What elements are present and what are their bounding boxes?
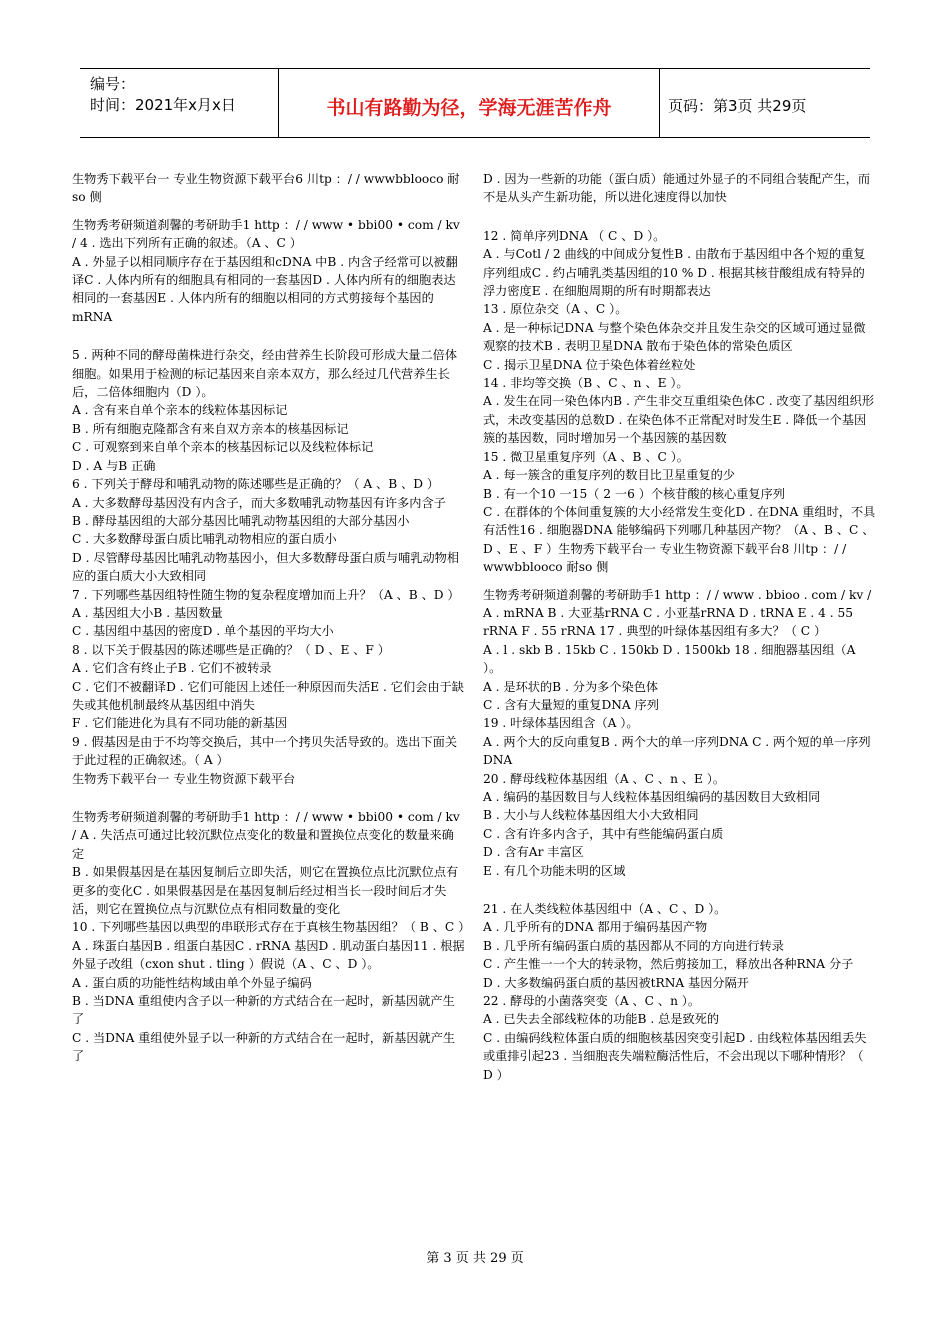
paragraph: D . 尽管酵母基因比哺乳动物基因小，但大多数酵母蛋白质与哺乳动物相应的蛋白质大小大致相同 bbox=[72, 550, 460, 584]
page-label: 页码：第3页 共29页 bbox=[668, 97, 807, 115]
paragraph: A . 蛋白质的功能性结构域由单个外显子编码 bbox=[72, 975, 312, 990]
paragraph: B . 如果假基因是在基因复制后立即失活，则它在置换位点比沉默位点有更多的变化C . 如果假基因是在基因复制后经过相当长一段时间后才失活，则它在置换位点与沉默位点有相同数量的变化 bbox=[72, 865, 459, 917]
paragraph: C . 含有大量短的重复DNA 序列 bbox=[483, 697, 659, 712]
paragraph: A . 发生在同一染色体内B . 产生非交互重组染色体C . 改变了基因组织形式，未改变基因的总数D . 在染色体不正常配对时发生E . 降低一个基因簇的基因数，同时增加另一个基因簇的基因数 bbox=[483, 394, 875, 446]
paragraph: 6 . 下列关于酵母和哺乳动物的陈述哪些是正确的？（ A 、B 、D ） bbox=[72, 477, 440, 492]
left-column bbox=[72, 170, 471, 1066]
header-info-cell bbox=[80, 69, 279, 137]
paragraph: A . 基因组大小B . 基因数量 bbox=[72, 605, 223, 620]
paragraph: A . 它们含有终止子B . 它们不被转录 bbox=[72, 661, 272, 676]
page-footer: 第 3 页 共 29 页 bbox=[426, 1251, 524, 1266]
paragraph: 5 . 两种不同的酵母菌株进行杂交，经由营养生长阶段可形成大量二倍体细胞。如果用于检测的标记基因来自亲本双方，那么经过几代营养生长后，二倍体细胞内（D ）。 bbox=[72, 348, 458, 400]
paragraph: 19 . 叶绿体基因组含（A ）。 bbox=[483, 716, 639, 731]
paragraph: A . l . skb B . 15kb C . 150kb D . 1500kb 18 . 细胞器基因组（A ）。 bbox=[483, 642, 860, 676]
paragraph: B . 几乎所有编码蛋白质的基因都从不同的方向进行转录 bbox=[483, 938, 784, 953]
paragraph: 22 . 酵母的小菌落突变（A 、C 、n ）。 bbox=[483, 994, 701, 1009]
paragraph: A . 已失去全部线粒体的功能B . 总是致死的 bbox=[483, 1012, 720, 1027]
paragraph: B . 当DNA 重组使内含子以一种新的方式结合在一起时，新基因就产生了 bbox=[72, 994, 455, 1027]
paragraph: A . 外显子以相同顺序存在于基因组和cDNA 中B . 内含子经常可以被翻译C . 人体内所有的细胞具有相同的一套基因D . 人体内所有的细胞表达相同的一套基因E . 人体内所有的细胞以相同的方式剪接每个基因的mRNA bbox=[72, 254, 458, 324]
paragraph: 15 . 微卫星重复序列（A 、B 、C ）。 bbox=[483, 449, 689, 464]
paragraph: 10 . 下列哪些基因以典型的串联形式存在于真核生物基因组？（ B 、C ） bbox=[72, 920, 471, 935]
paragraph: 13 . 原位杂交（A 、C ）。 bbox=[483, 302, 628, 317]
paragraph: 7 . 下列哪些基因组特性随生物的复杂程度增加而上升？（A 、B 、D ） bbox=[72, 587, 460, 602]
paragraph: A . 两个大的反向重复B . 两个大的单一序列DNA C . 两个短的单一序列DNA bbox=[483, 734, 871, 768]
paragraph: F . 它们能进化为具有不同功能的新基因 bbox=[72, 716, 288, 731]
paragraph: C . 大多数酵母蛋白质比哺乳动物相应的蛋白质小 bbox=[72, 532, 337, 547]
paragraph: D . 含有Ar 丰富区 bbox=[483, 845, 584, 860]
paragraph: 生物秀考研频道刹馨的考研助手1 http ：/ / www • bbi00 • com / kv / A . 失活点可通过比较沉默位点变化的数量和置换位点变化的数量来确定 bbox=[72, 810, 464, 861]
paragraph: A . 是环状的B . 分为多个染色体 bbox=[483, 679, 659, 694]
paragraph: A . 大多数酵母基因没有内含子，而大多数哺乳动物基因有许多内含子 bbox=[72, 495, 446, 510]
time-label: 时间：2021年x月x日 bbox=[90, 96, 236, 114]
paragraph: 14 . 非均等交换（B 、C 、n 、E ）。 bbox=[483, 376, 689, 391]
paragraph: C . 含有许多内含子，其中有些能编码蛋白质 bbox=[483, 826, 724, 841]
paragraph: A . 几乎所有的DNA 都用于编码基因产物 bbox=[483, 920, 708, 935]
paragraph: 12 . 简单序列DNA （ C 、D ）。 bbox=[483, 228, 666, 243]
paragraph: C . 由编码线粒体蛋白质的细胞核基因突变引起D . 由线粒体基因组丢失或重排引起23 . 当细胞丧失端粒酶活性后，不会出现以下哪种情形？（ D ） bbox=[483, 1030, 868, 1082]
paragraph: C . 可观察到来自单个亲本的核基因标记以及线粒体标记 bbox=[72, 440, 374, 455]
paragraph: C . 基因组中基因的密度D . 单个基因的平均大小 bbox=[72, 624, 334, 639]
paragraph: B . 酵母基因组的大部分基因比哺乳动物基因组的大部分基因小 bbox=[72, 513, 410, 528]
paragraph: B . 大小与人线粒体基因组大小大致相同 bbox=[483, 808, 699, 823]
id-label: 编号： bbox=[90, 75, 136, 93]
motto-text: 书山有路勤为径，学海无涯苦作舟 bbox=[326, 97, 612, 119]
paragraph: A . 珠蛋白基因B . 组蛋白基因C . rRNA 基因D . 肌动蛋白基因11 . 根据外显子改组（cxon shut . tling ）假说（A 、C 、D ）。 bbox=[72, 938, 465, 972]
paragraph: C . 它们不被翻译D . 它们可能因上述任一种原因而失活E . 它们会由于缺失或其他机制最终从基因组中消失 bbox=[72, 679, 464, 712]
paragraph: B . 所有细胞克隆都含有来自双方亲本的核基因标记 bbox=[72, 421, 349, 436]
paragraph: 生物秀下载平台一 专业生物资源下载平台6 川tp ：/ / wwwbblooco 耐so 侧 bbox=[72, 172, 460, 205]
paragraph: D . 大多数编码蛋白质的基因被tRNA 基因分隔开 bbox=[483, 975, 749, 990]
paragraph: 生物秀考研频道刹馨的考研助手1 http ：/ / www . bbioo . com / kv / A . mRNA B . 大亚基rRNA C . 小亚基rRNA D . tRNA E . 4 . 55 rRNA F . 55 rRNA 17 . 典型的叶绿体基因组有多大？（ C ） bbox=[483, 587, 876, 639]
paragraph: 9 . 假基因是由于不均等交换后，其中一个拷贝失活导致的。选出下面关于此过程的正确叙述。（ A ） bbox=[72, 734, 458, 768]
paragraph: 8 . 以下关于假基因的陈述哪些是正确的？（ D 、E 、F ） bbox=[72, 642, 390, 657]
paragraph: A . 编码的基因数目与人线粒体基因组编码的基因数目大致相同 bbox=[483, 790, 821, 804]
header-page-cell bbox=[660, 69, 870, 137]
paragraph: C . 揭示卫星DNA 位于染色体着丝粒处 bbox=[483, 357, 696, 372]
paragraph: A . 与Cotl / 2 曲线的中间成分复性B . 由散布于基因组中各个短的重复序列组成C . 约占哺乳类基因组的10 % D . 根据其核苷酸组成有特异的浮力密度E . 在细胞周期的所有时期都表达 bbox=[483, 247, 866, 299]
paragraph: 20 . 酵母线粒体基因组（A 、C 、n 、E ）。 bbox=[483, 771, 726, 786]
paragraph: C . 产生惟一一个大的转录物，然后剪接加工，释放出各种RNA 分子 bbox=[483, 957, 854, 972]
paragraph: C . 当DNA 重组使外显子以一种新的方式结合在一起时，新基因就产生了 bbox=[72, 1030, 456, 1064]
paragraph: E . 有几个功能未明的区域 bbox=[483, 863, 626, 878]
paragraph: 生物秀考研频道刹馨的考研助手1 http ：/ / www • bbi00 • com / kv / 4 . 选出下列所有正确的叙述。（A 、C ） bbox=[72, 217, 464, 251]
right-column bbox=[483, 170, 877, 1084]
paragraph: A . 含有来自单个亲本的线粒体基因标记 bbox=[72, 403, 288, 418]
header-motto-cell bbox=[279, 69, 660, 137]
page-header bbox=[80, 68, 870, 138]
paragraph: B . 有一个10 一15（ 2 一6 ）个核苷酸的核心重复序列 bbox=[483, 486, 785, 501]
paragraph: 21 . 在人类线粒体基因组中（A 、C 、D ）。 bbox=[483, 902, 727, 917]
paragraph: A . 每一簇含的重复序列的数目比卫星重复的少 bbox=[483, 468, 735, 483]
paragraph: A . 是一种标记DNA 与整个染色体杂交并且发生杂交的区域可通过显微观察的技术B . 表明卫星DNA 散布于染色体的常染色质区 bbox=[483, 320, 866, 354]
paragraph: C . 在群体的个体间重复簇的大小经常发生变化D . 在DNA 重组时，不具有活性16 . 细胞器DNA 能够编码下列哪几种基因产物？（A 、B 、C 、D 、E 、F ）生物秀下载平台一 专业生物资源下载平台8 川tp ：/ / wwwbblooco 耐so 侧 bbox=[483, 504, 876, 575]
paragraph: D . 因为一些新的功能（蛋白质）能通过外显子的不同组合装配产生，而不是从头产生新功能，所以进化速度得以加快 bbox=[483, 172, 871, 205]
paragraph: 生物秀下载平台一 专业生物资源下载平台 bbox=[72, 771, 296, 786]
paragraph: D . A 与B 正确 bbox=[72, 458, 156, 473]
